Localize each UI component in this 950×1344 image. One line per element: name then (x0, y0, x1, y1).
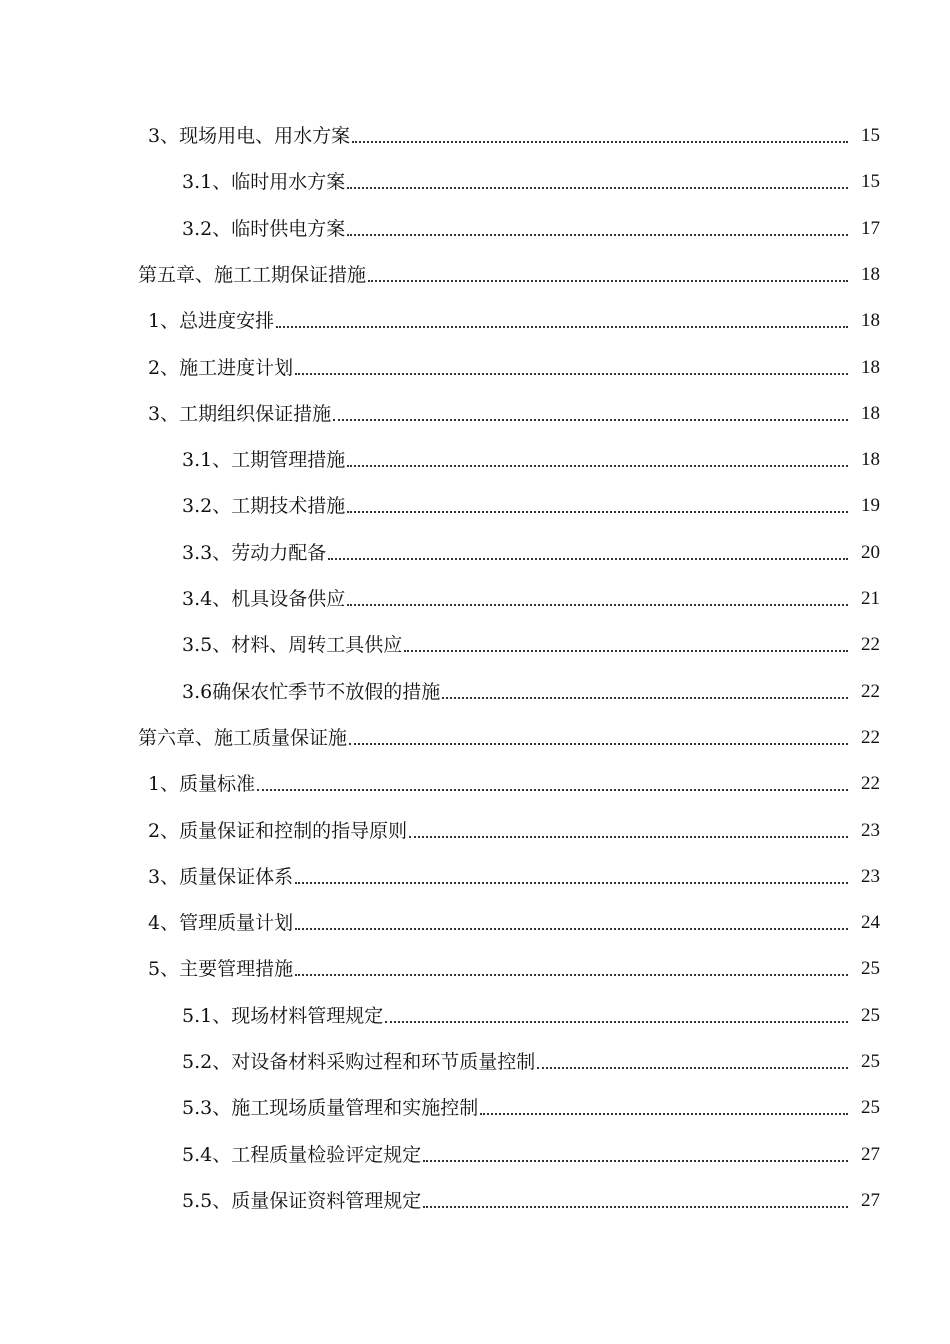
toc-dot-leader (537, 1065, 848, 1069)
toc-entry[interactable] (0, 1181, 950, 1213)
toc-dot-leader (423, 1158, 848, 1162)
toc-entry-page-number: 25 (861, 1097, 880, 1119)
toc-entry-title: 5.3、施工现场质量管理和实施控制 (182, 1097, 479, 1120)
toc-entry-title: 5.5、质量保证资料管理规定 (182, 1189, 422, 1212)
toc-dot-leader (442, 695, 848, 699)
toc-dot-leader (409, 834, 848, 838)
toc-entry[interactable] (0, 857, 950, 889)
toc-entry-title: 3.2、工期技术措施 (182, 495, 346, 518)
toc-entry-title: 1、总进度安排 (148, 310, 275, 333)
toc-entry-title: 2、施工进度计划 (148, 356, 294, 379)
toc-entry-page-number: 18 (861, 310, 880, 332)
toc-entry-page-number: 18 (861, 263, 880, 285)
toc-entry-title: 3.5、材料、周转工具供应 (182, 634, 403, 657)
toc-entry-page-number: 18 (861, 402, 880, 424)
toc-entry-title: 3.3、劳动力配备 (182, 541, 327, 564)
toc-entry[interactable] (0, 486, 950, 518)
toc-entry-page-number: 22 (861, 726, 880, 748)
toc-entry-title: 2、质量保证和控制的指导原则 (148, 819, 408, 842)
toc-dot-leader (347, 509, 848, 513)
toc-entry-page-number: 15 (861, 171, 880, 193)
toc-entry-page-number: 22 (861, 773, 880, 795)
toc-dot-leader (349, 741, 848, 745)
toc-entry[interactable] (0, 625, 950, 657)
toc-entry-title: 3.1、工期管理措施 (182, 449, 346, 472)
toc-entry-page-number: 21 (861, 588, 880, 609)
toc-entry[interactable] (0, 996, 950, 1028)
toc-entry-title: 3.1、临时用水方案 (182, 171, 346, 194)
toc-dot-leader (328, 556, 848, 560)
toc-dot-leader (333, 417, 848, 421)
toc-entry-page-number: 20 (861, 541, 880, 563)
toc-dot-leader (295, 926, 848, 930)
toc-entry-title: 5.1、现场材料管理规定 (182, 1004, 384, 1027)
toc-entry[interactable] (0, 255, 950, 287)
toc-entry[interactable] (0, 1088, 950, 1120)
toc-entry-title: 3、质量保证体系 (148, 865, 294, 888)
toc-entry-title: 3.6确保农忙季节不放假的措施 (182, 680, 441, 703)
toc-entry[interactable] (0, 533, 950, 565)
toc-dot-leader (295, 371, 848, 375)
toc-entry[interactable] (0, 718, 950, 750)
toc-entry-title: 5.4、工程质量检验评定规定 (182, 1143, 422, 1166)
toc-entry[interactable] (0, 116, 950, 148)
toc-dot-leader (347, 185, 848, 189)
toc-dot-leader (295, 880, 848, 884)
toc-entry-page-number: 22 (861, 680, 880, 702)
toc-dot-leader (368, 278, 848, 282)
toc-entry[interactable] (0, 209, 950, 241)
toc-entry-title: 5.2、对设备材料采购过程和环节质量控制 (182, 1051, 536, 1073)
toc-entry-title: 1、质量标准 (148, 773, 256, 796)
toc-entry-page-number: 25 (861, 1004, 880, 1026)
toc-entry-page-number: 22 (861, 634, 880, 656)
toc-entry[interactable] (0, 162, 950, 194)
toc-entry-page-number: 15 (861, 125, 880, 146)
toc-dot-leader (276, 324, 848, 328)
toc-entry-title: 3、现场用电、用水方案 (148, 125, 351, 147)
toc-dot-leader (385, 1019, 848, 1023)
toc-entry-page-number: 23 (861, 819, 880, 841)
toc-dot-leader (423, 1204, 848, 1208)
toc-dot-leader (480, 1111, 848, 1115)
toc-entry-page-number: 18 (861, 449, 880, 471)
toc-entry[interactable] (0, 949, 950, 981)
toc-entry-page-number: 24 (861, 912, 880, 934)
toc-entry-page-number: 19 (861, 495, 880, 517)
toc-entry-page-number: 23 (861, 865, 880, 887)
toc-dot-leader (347, 232, 848, 236)
toc-entry[interactable] (0, 1135, 950, 1167)
toc-entry[interactable] (0, 301, 950, 333)
toc-dot-leader (347, 602, 848, 606)
toc-entry-page-number: 27 (861, 1189, 880, 1211)
toc-entry-title: 3、工期组织保证措施 (148, 402, 332, 425)
toc-entry[interactable] (0, 672, 950, 704)
toc-entry-page-number: 17 (861, 217, 880, 239)
toc-entry-title: 第五章、施工工期保证措施 (138, 263, 367, 286)
toc-entry-page-number: 25 (861, 1051, 880, 1072)
toc-entry[interactable] (0, 579, 950, 611)
toc-entry[interactable] (0, 764, 950, 796)
toc-dot-leader (347, 463, 848, 467)
toc-entry-title: 第六章、施工质量保证施 (138, 726, 348, 749)
toc-dot-leader (404, 648, 848, 652)
toc-entry[interactable] (0, 903, 950, 935)
toc-entry[interactable] (0, 811, 950, 843)
toc-entry[interactable] (0, 394, 950, 426)
toc-dot-leader (352, 139, 848, 143)
toc-dot-leader (295, 972, 848, 976)
toc-entry[interactable] (0, 348, 950, 380)
toc-entry-page-number: 25 (861, 958, 880, 980)
toc-dot-leader (257, 787, 848, 791)
toc-entry-title: 3.2、临时供电方案 (182, 217, 346, 240)
toc-entry-title: 5、主要管理措施 (148, 958, 294, 981)
toc-entry-page-number: 18 (861, 356, 880, 378)
toc-entry[interactable] (0, 440, 950, 472)
toc-entry[interactable] (0, 1042, 950, 1074)
toc-entry-page-number: 27 (861, 1143, 880, 1165)
toc-entry-title: 4、管理质量计划 (148, 912, 294, 935)
toc-entry-title: 3.4、机具设备供应 (182, 588, 346, 610)
